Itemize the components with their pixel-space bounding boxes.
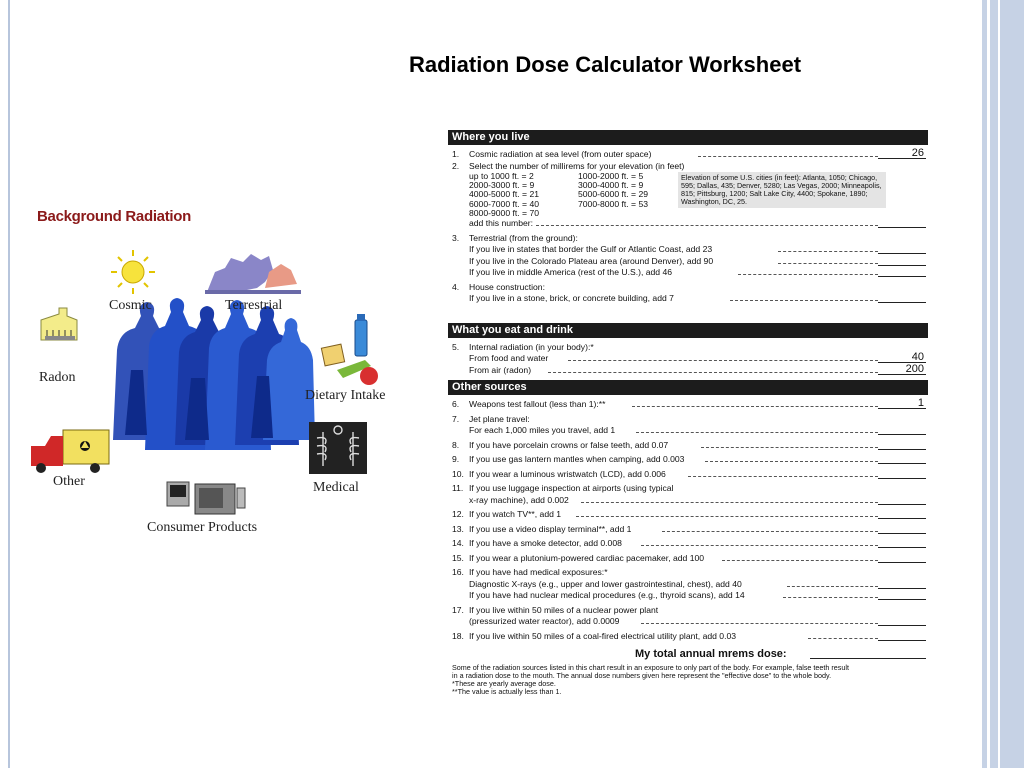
- other-sources-row: If you have had nuclear medical procedures (e.g., thyroid scans), add 14: [448, 590, 928, 602]
- appliances-icon: [167, 482, 245, 514]
- other-sources-row: 15. If you wear a plutonium-powered cardiac pacemaker, add 100: [448, 553, 928, 565]
- answer-field-3c[interactable]: [878, 267, 926, 277]
- landscape-icon: [205, 254, 301, 294]
- answer-field[interactable]: [878, 509, 926, 519]
- worksheet-row-3c: If you live in middle America (rest of the U.S.), add 46: [448, 267, 928, 279]
- other-sources-row: 12. If you watch TV**, add 1: [448, 509, 928, 521]
- elevation-cities-note: Elevation of some U.S. cities (in feet): Atlanta, 1050; Chicago, 595; Dallas, 435; Denver, 5280; Las Vegas, 2000; Minneapolis, 815; Pittsburg, 1200; Salt Lake City, 4400; Spokane, 1890; Washington, DC, 25.: [678, 172, 886, 208]
- answer-field[interactable]: [878, 425, 926, 435]
- worksheet-row-add-number: add this number:: [448, 218, 928, 230]
- total-answer-field[interactable]: [810, 658, 926, 659]
- answer-field-2[interactable]: [878, 218, 926, 228]
- label-dietary-intake: Dietary Intake: [305, 388, 386, 403]
- other-sources-row: 14. If you have a smoke detector, add 0.008: [448, 538, 928, 550]
- label-cosmic: Cosmic: [109, 298, 152, 313]
- worksheet-row-3b: If you live in the Colorado Plateau area (around Denver), add 90: [448, 256, 928, 268]
- label-terrestrial: Terrestrial: [225, 298, 283, 313]
- other-sources-row: 7. Jet plane travel:: [452, 413, 530, 424]
- slide-right-decoration: [978, 0, 1024, 768]
- answer-field-1[interactable]: 26: [878, 149, 926, 159]
- other-sources-row: 10. If you wear a luminous wristwatch (LCD), add 0.006: [448, 469, 928, 481]
- background-radiation-illustration: [25, 200, 400, 545]
- worksheet-row-4: 4. House construction:: [452, 281, 545, 292]
- worksheet-row-3a: If you live in states that border the Gulf or Atlantic Coast, add 23: [448, 244, 928, 256]
- footnotes: Some of the radiation sources listed in this chart result in an exposure to only part of the body. For example, false teeth result in a radiation dose to the mouth. The annual dose numbers given here represent the "effective dose" to the whole body. *These are yearly average dose. **The value is actually less than 1.: [452, 663, 849, 696]
- answer-field-3b[interactable]: [878, 256, 926, 266]
- xray-icon: [309, 422, 367, 474]
- answer-field[interactable]: [878, 495, 926, 505]
- answer-field[interactable]: [878, 469, 926, 479]
- people-crowd-icon: [113, 298, 315, 450]
- worksheet-row-5b: From air (radon) 200: [469, 362, 924, 375]
- answer-field[interactable]: [878, 553, 926, 563]
- answer-field[interactable]: [878, 616, 926, 626]
- answer-field-3a[interactable]: [878, 244, 926, 254]
- answer-field[interactable]: [878, 440, 926, 450]
- worksheet-row-4a: If you live in a stone, brick, or concrete building, add 7: [448, 293, 928, 305]
- answer-field[interactable]: [878, 579, 926, 589]
- other-sources-row: 8. If you have porcelain crowns or false teeth, add 0.07: [448, 440, 928, 452]
- worksheet-row-5: 5. Internal radiation (in your body):*: [452, 341, 594, 352]
- answer-field-5a[interactable]: 40: [878, 353, 926, 363]
- worksheet-row-2: 2. Select the number of millirems for your elevation (in feet): [452, 160, 685, 171]
- other-sources-row: 11. If you use luggage inspection at airports (using typical: [452, 483, 674, 493]
- other-sources-row: 13. If you use a video display terminal**, add 1: [448, 524, 928, 536]
- answer-field[interactable]: [878, 538, 926, 548]
- slide-title: Radiation Dose Calculator Worksheet: [409, 52, 802, 77]
- elevation-table: up to 1000 ft. = 2 2000-3000 ft. = 9 4000-5000 ft. = 21 6000-7000 ft. = 40 8000-9000 ft. = 70 1000-2000 ft. = 5 3000-4000 ft. = 9 5000-6000 ft. = 29 7000-8000 ft. = 53 Elevation of some U.S. cities (in feet): Atlanta, 1050; Chicago, 595; Dallas, 435; Denver, 5280; Las Vegas, 2000; Minneapolis, 815; Pittsburg, 1200; Salt Lake City, 4400; Spokane, 1890; Washington, DC, 25.: [448, 172, 928, 218]
- worksheet-row-5a: From food and water 40: [469, 351, 924, 363]
- slide-left-rule: [8, 0, 10, 768]
- answer-field[interactable]: [878, 631, 926, 641]
- sun-icon: [111, 250, 155, 294]
- section-header-where-you-live: Where you live: [448, 130, 928, 145]
- other-sources-row: x-ray machine), add 0.002: [448, 495, 928, 507]
- other-sources-row: 18. If you live within 50 miles of a coal-fired electrical utility plant, add 0.03: [448, 631, 928, 643]
- answer-field-5b[interactable]: 200: [878, 365, 926, 375]
- other-sources-row: 9. If you use gas lantern mantles when camping, add 0.003: [448, 454, 928, 466]
- answer-field[interactable]: [878, 590, 926, 600]
- truck-icon: [31, 430, 109, 473]
- other-sources-row: For each 1,000 miles you travel, add 1: [448, 425, 928, 437]
- other-sources-row: 6. Weapons test fallout (less than 1):** 1: [452, 397, 924, 409]
- answer-field[interactable]: [878, 454, 926, 464]
- worksheet-row-3: 3. Terrestrial (from the ground):: [452, 232, 578, 243]
- other-sources-row: Diagnostic X-rays (e.g., upper and lower gastrointestinal, chest), add 40: [448, 579, 928, 591]
- label-consumer-products: Consumer Products: [147, 520, 258, 535]
- total-label: My total annual mrems dose:: [635, 648, 787, 660]
- worksheet-row-1: 1. Cosmic radiation at sea level (from outer space) 26: [452, 147, 924, 159]
- other-sources-list: [448, 399, 928, 642]
- house-icon: [41, 308, 77, 340]
- worksheet: [448, 130, 928, 696]
- other-sources-row: (pressurized water reactor), add 0.0009: [448, 616, 928, 628]
- illustration-title: Background Radiation: [37, 208, 192, 225]
- section-header-other-sources: Other sources: [448, 380, 928, 395]
- answer-field[interactable]: 1: [878, 399, 926, 409]
- food-items-icon: [321, 314, 378, 385]
- other-sources-row: 17. If you live within 50 miles of a nuclear power plant: [452, 604, 659, 615]
- section-header-what-you-eat-and-drink: What you eat and drink: [448, 323, 928, 338]
- label-other: Other: [53, 474, 85, 489]
- answer-field[interactable]: [878, 524, 926, 534]
- total-row: [448, 646, 928, 662]
- other-sources-row: 16. If you have had medical exposures:*: [452, 567, 608, 577]
- label-medical: Medical: [313, 480, 359, 495]
- answer-field-4[interactable]: [878, 293, 926, 303]
- label-radon: Radon: [39, 370, 76, 385]
